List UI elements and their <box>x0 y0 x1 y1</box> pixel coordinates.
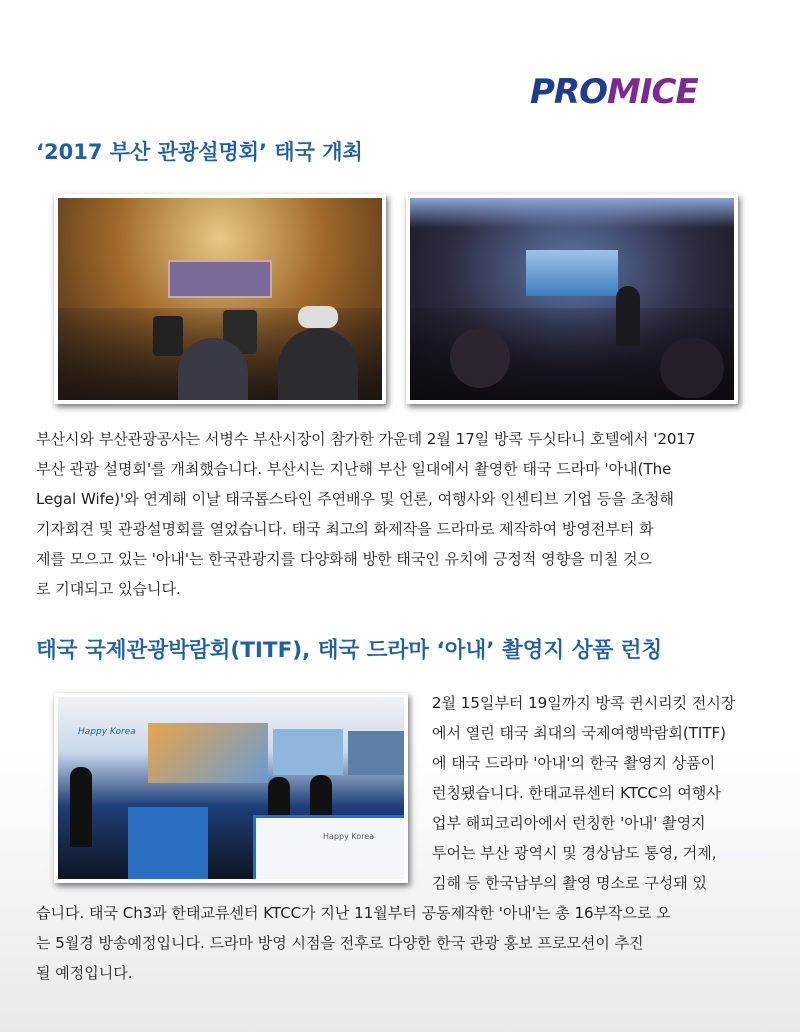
section1-heading: ‘2017 부산 관광설명회’ 태국 개최 <box>36 140 363 164</box>
promice-logo <box>530 70 760 114</box>
body-line: 부산시와 부산관광공사는 서병수 부산시장이 참가한 가운데 2월 17일 방콕 두싯타니 호텔에서 '2017 <box>36 430 696 448</box>
logo-part-pro: PRO <box>530 72 608 112</box>
body-line: 기자회견 및 관광설명회를 열었습니다. 태국 최고의 화제작을 드라마로 제작하여 방영전부터 화 <box>36 520 654 538</box>
section1-body <box>36 424 764 604</box>
expo-booth-photo <box>54 693 408 883</box>
body-line: 업부 해피코리아에서 런칭한 '아내' 촬영지 <box>432 814 706 832</box>
body-line: 에서 열린 태국 최대의 국제여행박람회(TITF) <box>432 724 726 742</box>
body-line: 에 태국 드라마 '아내'의 한국 촬영지 상품이 <box>432 754 716 772</box>
body-line: 될 예정입니다. <box>36 964 133 982</box>
section2-side-body <box>432 688 762 898</box>
booth-sign-text: Happy Korea <box>78 727 136 737</box>
body-line: 2월 15일부터 19일까지 방콕 퀸시리킷 전시장 <box>432 694 736 712</box>
body-line: 제를 모으고 있는 '아내'는 한국관광지를 다양화해 방한 태국인 유치에 긍정적 영향을 미칠 것으 <box>36 550 653 568</box>
body-line: 부산 관광 설명회'를 개최했습니다. 부산시는 지난해 부산 일대에서 촬영한 태국 드라마 '아내(The <box>36 460 672 478</box>
body-line: 김해 등 한국남부의 촬영 명소로 구성돼 있 <box>432 874 707 892</box>
body-line: 는 5월경 방송예정입니다. 드라마 방영 시점을 전후로 다양한 한국 관광 홍보 프로모션이 추진 <box>36 934 644 952</box>
seminar-hall-photo <box>406 194 738 404</box>
body-line: 로 기대되고 있습니다. <box>36 580 181 598</box>
body-line: Legal Wife)'와 연계해 이날 태국톱스타인 주연배우 및 언론, 여행사와 인센티브 기업 등을 초청해 <box>36 490 675 508</box>
body-line: 런칭됐습니다. 한태교류센터 KTCC의 여행사 <box>432 784 721 802</box>
logo-part-mice: MICE <box>607 72 698 112</box>
press-conference-photo <box>54 194 386 404</box>
body-line: 습니다. 태국 Ch3과 한태교류센터 KTCC가 지난 11월부터 공동제작한 '아내'는 총 16부작으로 오 <box>36 904 671 922</box>
section2-full-body <box>36 898 764 988</box>
body-line: 투어는 부산 광역시 및 경상남도 통영, 거제, <box>432 844 717 862</box>
counter-sign-text: Happy Korea <box>323 832 375 841</box>
section2-heading: 태국 국제관광박람회(TITF), 태국 드라마 ‘아내’ 촬영지 상품 런칭 <box>36 638 663 663</box>
